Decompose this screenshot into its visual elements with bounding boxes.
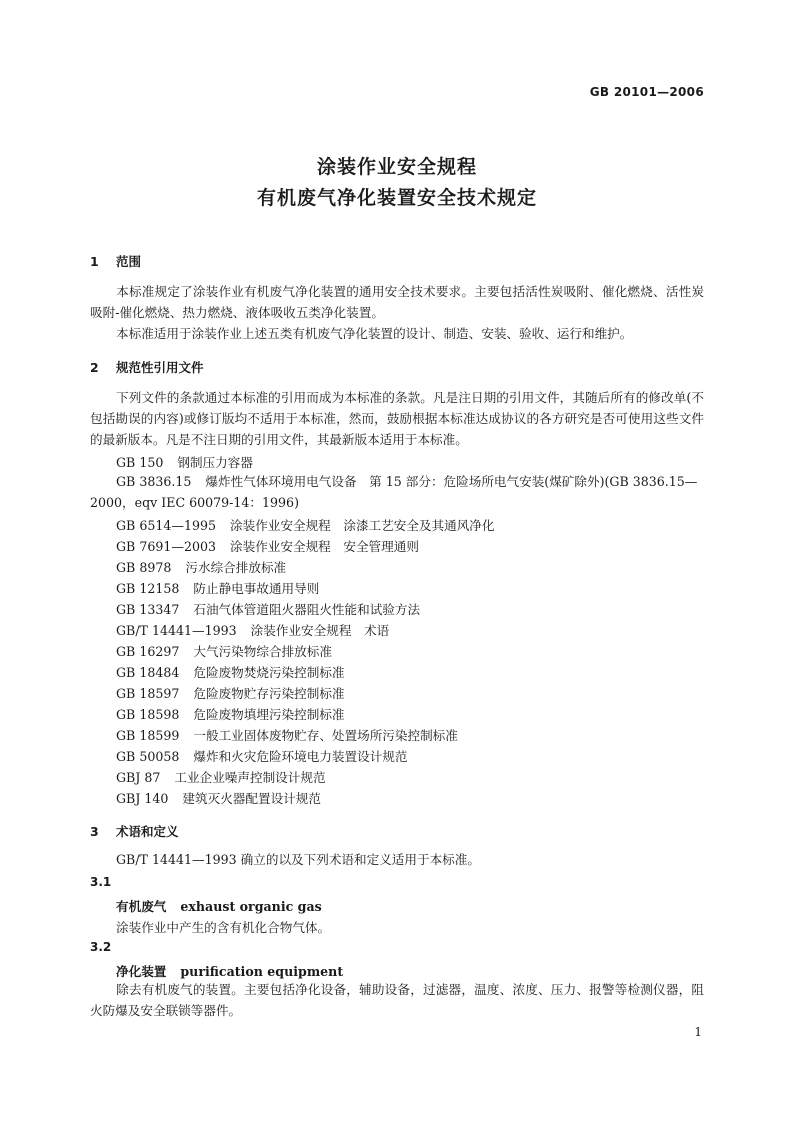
- reference-item: GB 50058 爆炸和火灾危险环境电力装置设计规范: [116, 749, 408, 764]
- reference-item: GB 18598 危险废物填埋污染控制标准: [116, 707, 345, 722]
- section-2-heading: [90, 358, 204, 376]
- reference-item: GB 18484 危险废物焚烧污染控制标准: [116, 665, 345, 680]
- reference-item: GB/T 14441—1993 涂装作业安全规程 术语: [116, 623, 390, 638]
- term-number: 3.1: [90, 875, 112, 889]
- term-number: 3.2: [90, 940, 112, 954]
- section-3-heading: [90, 822, 179, 840]
- reference-item: GB 8978 污水综合排放标准: [116, 560, 287, 575]
- reference-item: GB 16297 大气污染物综合排放标准: [116, 644, 332, 659]
- section-title: 范围: [116, 254, 142, 269]
- term-zh: 有机废气: [116, 899, 167, 914]
- paragraph-text: 本标准适用于涂装作业上述五类有机废气净化装置的设计、制造、安装、验收、运行和维护。: [116, 326, 633, 341]
- section-1-paragraph-1: [90, 281, 704, 323]
- document-code: GB 20101—2006: [589, 85, 704, 99]
- section-number: 2: [90, 360, 99, 375]
- title-line-1: 涂装作业安全规程: [316, 156, 477, 178]
- term-definition: [90, 979, 704, 1021]
- section-2-paragraph-1: [90, 387, 704, 450]
- page-number: 1: [694, 1025, 702, 1039]
- reference-item: GB 6514—1995 涂装作业安全规程 涂漆工艺安全及其通风净化: [116, 518, 495, 533]
- reference-item: GB 13347 石油气体管道阻火器阻火性能和试验方法: [116, 602, 421, 617]
- reference-item: GB 150 钢制压力容器: [116, 455, 253, 470]
- reference-item: GB 3836.15 爆炸性气体环境用电气设备 第 15 部分：危险场所电气安装(煤矿除外)(GB 3836.15—2000，eqv IEC 60079-14：1996): [90, 474, 698, 510]
- term-definition: 涂装作业中产生的含有机化合物气体。: [116, 920, 331, 935]
- term-en: exhaust organic gas: [180, 899, 322, 914]
- reference-item: GBJ 87 工业企业噪声控制设计规范: [116, 770, 326, 785]
- section-title: 术语和定义: [116, 824, 179, 839]
- section-1-heading: [90, 252, 141, 270]
- section-3-paragraph-1: [90, 849, 704, 870]
- reference-item: GB 18599 一般工业固体废物贮存、处置场所污染控制标准: [116, 728, 458, 743]
- reference-item: GBJ 140 建筑灭火器配置设计规范: [116, 791, 321, 806]
- term-heading: [116, 961, 343, 980]
- section-number: 1: [90, 254, 99, 269]
- reference-item: GB 12158 防止静电事故通用导则: [116, 581, 320, 596]
- paragraph-text: GB/T 14441—1993 确立的以及下列术语和定义适用于本标准。: [116, 852, 480, 867]
- paragraph-text: 下列文件的条款通过本标准的引用而成为本标准的条款。凡是注日期的引用文件，其随后所有的修改单(不包括勘误的内容)或修订版均不适用于本标准，然而，鼓励根据本标准达成协议的各方研究是否可使用这些文件的最新版本。凡是不注日期的引用文件，其最新版本适用于本标准。: [90, 390, 704, 447]
- paragraph-text: 除去有机废气的装置。主要包括净化设备，辅助设备，过滤器，温度、浓度、压力、报警等检测仪器，阻火防爆及安全联锁等器件。: [90, 982, 704, 1018]
- term-heading: [116, 896, 322, 915]
- term-en: purification equipment: [180, 964, 344, 979]
- section-title: 规范性引用文件: [116, 360, 204, 375]
- reference-item: GB 7691—2003 涂装作业安全规程 安全管理通则: [116, 539, 419, 554]
- reference-item: GB 18597 危险废物贮存污染控制标准: [116, 686, 345, 701]
- title-line-2: 有机废气净化装置安全技术规定: [256, 187, 537, 209]
- section-number: 3: [90, 824, 99, 839]
- paragraph-text: 本标准规定了涂装作业有机废气净化装置的通用安全技术要求。主要包括活性炭吸附、催化燃烧、活性炭吸附-催化燃烧、热力燃烧、液体吸收五类净化装置。: [90, 284, 704, 320]
- section-1-paragraph-2: [90, 323, 704, 344]
- term-zh: 净化装置: [116, 964, 167, 979]
